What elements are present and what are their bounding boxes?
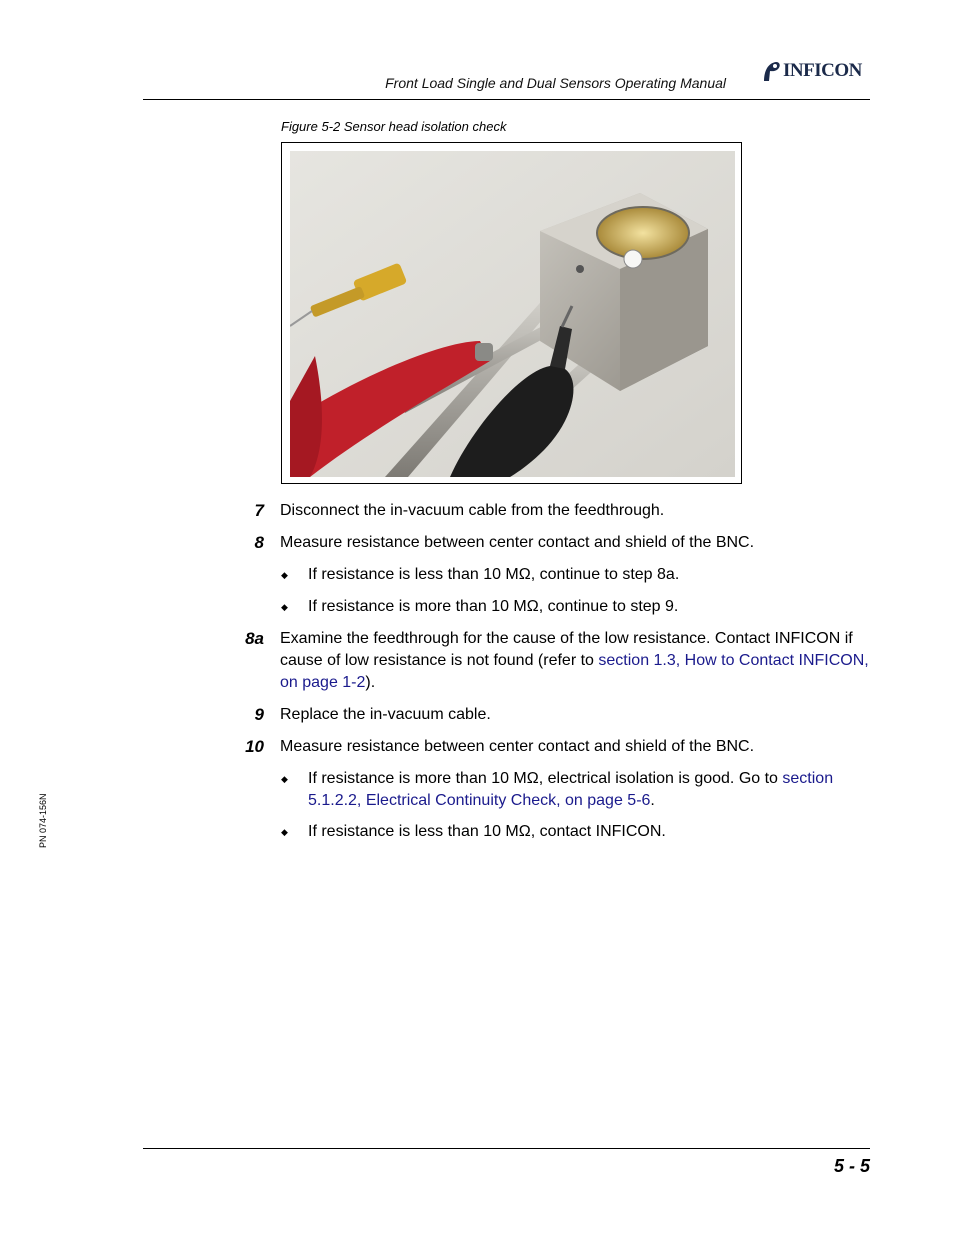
sensor-head-photo <box>290 151 735 477</box>
bullet-diamond-icon: ◆ <box>281 602 288 612</box>
footer-rule <box>143 1148 870 1149</box>
bullet-item: If resistance is less than 10 MΩ, continue to step 8a. <box>308 566 680 583</box>
step-text-9: Replace the in-vacuum cable. <box>280 706 491 723</box>
part-number-label: PN 074-156N <box>38 793 48 848</box>
step-text-8a <box>280 628 870 694</box>
bullet-text-end: . <box>650 792 655 809</box>
step-number-8a: 8a <box>245 629 264 648</box>
manual-title: Front Load Single and Dual Sensors Operating Manual <box>385 75 726 91</box>
bullet-diamond-icon: ◆ <box>281 827 288 837</box>
electrical-continuity-link[interactable]: section 5.1.2.2, Electrical Continuity Check, on page 5-6 <box>308 770 834 809</box>
bullet-text: If resistance is more than 10 MΩ, electrical isolation is good. Go to <box>308 770 783 787</box>
step-text-8: Measure resistance between center contact and shield of the BNC. <box>280 534 755 551</box>
step-number-9: 9 <box>254 705 264 724</box>
bullet-diamond-icon: ◆ <box>281 774 288 784</box>
logo-text: INFICON <box>783 60 862 81</box>
bullet-item: If resistance is more than 10 MΩ, continue to step 9. <box>308 598 679 615</box>
bullet-item <box>308 768 873 812</box>
step-text-10: Measure resistance between center contact and shield of the BNC. <box>280 738 755 755</box>
step-text-7: Disconnect the in-vacuum cable from the feedthrough. <box>280 502 665 519</box>
step-8a-text-end: ). <box>365 674 376 691</box>
contact-inficon-link[interactable]: section 1.3, How to Contact INFICON, on page 1-2 <box>280 652 869 691</box>
figure-frame <box>281 142 742 484</box>
bullet-diamond-icon: ◆ <box>281 570 288 580</box>
step-8a-text: Examine the feedthrough for the cause of the low resistance. Contact INFICON if cause of low resistance is not found (refer to <box>280 630 853 669</box>
header-rule <box>143 99 870 100</box>
step-number-7: 7 <box>254 501 264 520</box>
inficon-logo-icon <box>760 59 782 83</box>
bullet-item: If resistance is less than 10 MΩ, contact INFICON. <box>308 823 666 840</box>
step-number-10: 10 <box>245 737 264 756</box>
page-number: 5 - 5 <box>833 1156 870 1176</box>
inficon-logo <box>760 58 862 84</box>
step-number-8: 8 <box>254 533 264 552</box>
figure-caption: Figure 5-2 Sensor head isolation check <box>281 119 507 134</box>
